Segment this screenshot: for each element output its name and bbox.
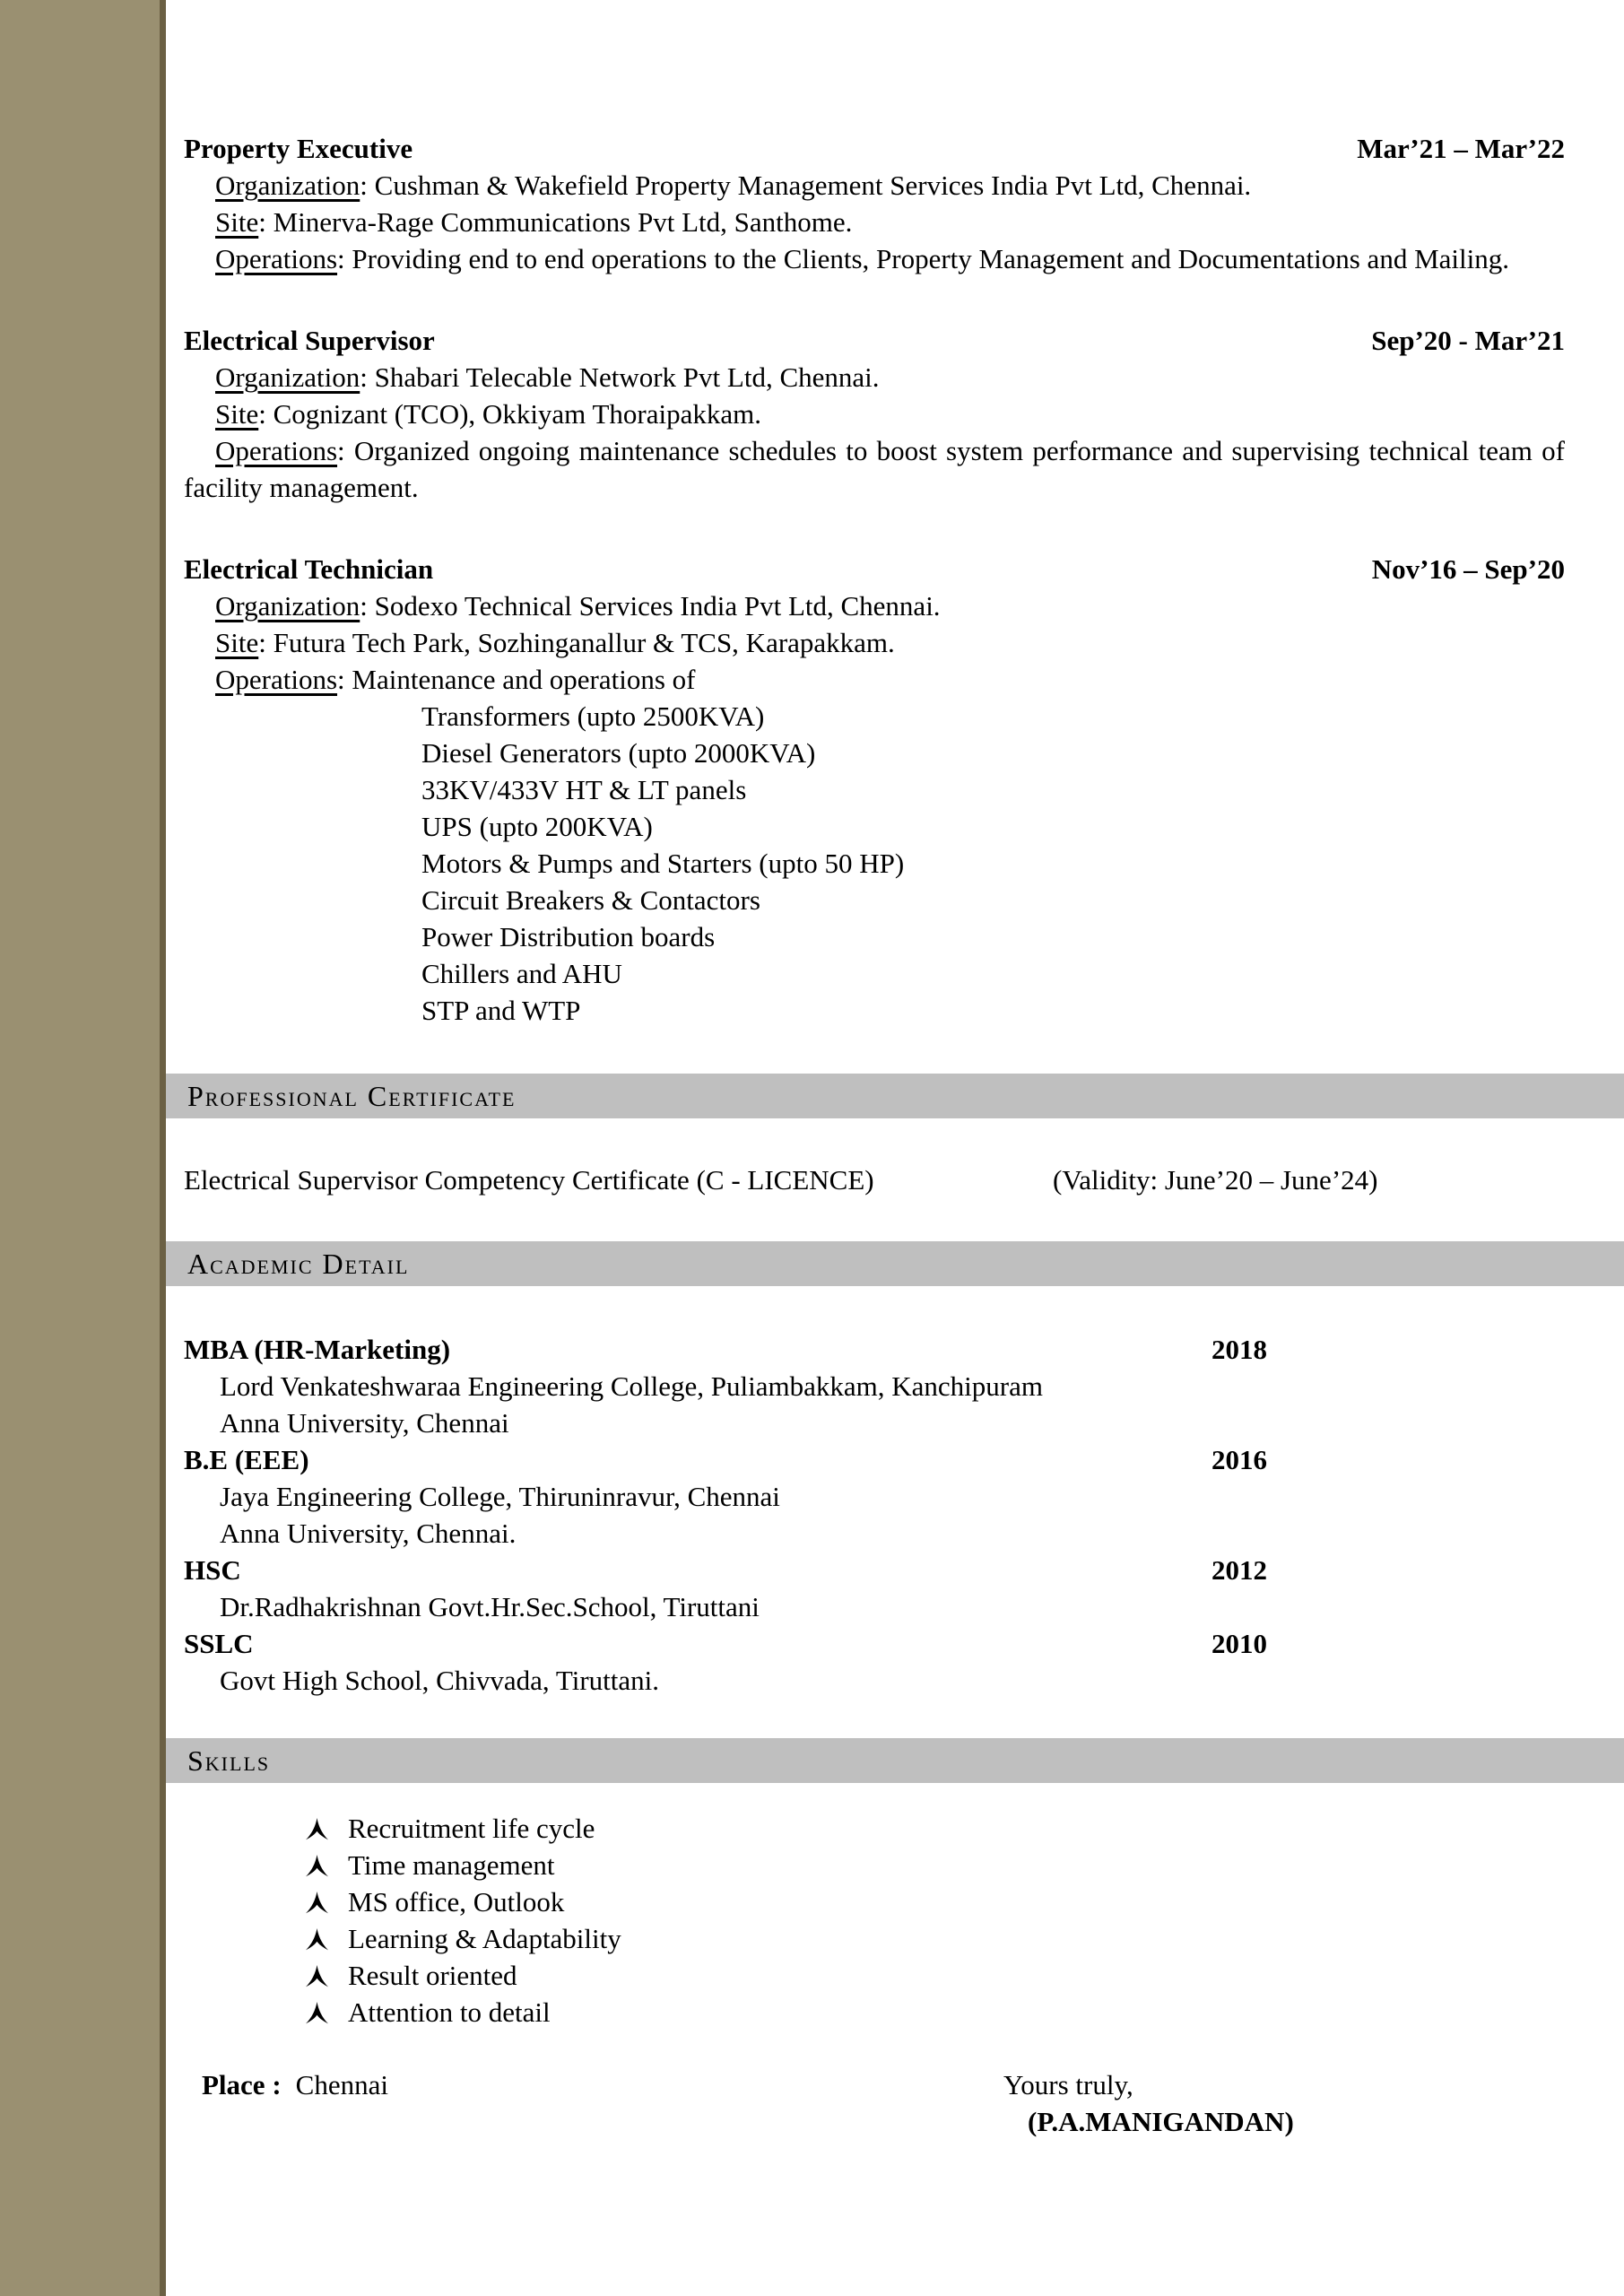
- skill-label: Learning & Adaptability: [348, 1923, 621, 1954]
- skill-item: [166, 1883, 1624, 1920]
- organization-line: [166, 587, 1624, 624]
- place-label: Place :: [202, 2069, 282, 2100]
- experience-entry: [166, 322, 1624, 506]
- institution-line: Anna University, Chennai.: [220, 1518, 517, 1549]
- job-title: Electrical Technician: [184, 553, 434, 585]
- organization-value: Shabari Telecable Network Pvt Ltd, Chennai.: [374, 361, 880, 393]
- organization-line: [166, 359, 1624, 396]
- operations-label: Operations: [215, 664, 338, 695]
- operations-value: Providing end to end operations to the Clients, Property Management and Documentations and Mailing.: [352, 243, 1509, 274]
- organization-label: Organization: [215, 170, 360, 201]
- institution-line: Govt High School, Chivvada, Tiruttani.: [220, 1665, 659, 1696]
- degree-row: [166, 1552, 1624, 1588]
- equipment-item: Motors & Pumps and Starters (upto 50 HP): [421, 848, 905, 879]
- dart-bullet-icon: [306, 1927, 328, 1952]
- institution-line: Jaya Engineering College, Thiruninravur, Chennai: [220, 1481, 780, 1512]
- equipment-item: Chillers and AHU: [421, 958, 622, 989]
- degree-row: [166, 1441, 1624, 1478]
- label-separator: :: [360, 590, 375, 622]
- academic-entries: [166, 1331, 1624, 1699]
- resume-content: [166, 0, 1624, 2140]
- operations-value: Maintenance and operations of: [352, 664, 696, 695]
- certificate-row: [166, 1161, 1624, 1198]
- skill-label: Time management: [348, 1849, 555, 1881]
- job-title: Property Executive: [184, 133, 413, 164]
- skill-item: [166, 1810, 1624, 1847]
- institution-line: Anna University, Chennai: [220, 1407, 509, 1439]
- organization-label: Organization: [215, 361, 360, 393]
- experience-header: [166, 551, 1624, 587]
- site-value: Futura Tech Park, Sozhinganallur & TCS, Karapakkam.: [273, 627, 895, 658]
- experience-entry: [166, 551, 1624, 1029]
- dart-bullet-icon: [306, 1817, 328, 1841]
- equipment-item: Power Distribution boards: [421, 921, 716, 952]
- label-separator: :: [360, 361, 375, 393]
- operations-label: Operations: [215, 243, 338, 274]
- equipment-item: Circuit Breakers & Contactors: [421, 884, 760, 916]
- degree-name: MBA (HR-Marketing): [184, 1334, 451, 1365]
- site-line: [166, 396, 1624, 432]
- skill-item: [166, 1957, 1624, 1994]
- dart-bullet-icon: [306, 1964, 328, 1988]
- degree-name: HSC: [184, 1554, 241, 1586]
- equipment-item: UPS (upto 200KVA): [421, 811, 653, 842]
- place-value: Chennai: [295, 2069, 388, 2100]
- skills-list: [166, 1810, 1624, 2031]
- degree-year: 2016: [1211, 1444, 1267, 1475]
- degree-row: [166, 1331, 1624, 1368]
- organization-line: [166, 167, 1624, 204]
- degree-row: [166, 1625, 1624, 1662]
- site-label: Site: [215, 206, 259, 238]
- closing-block: [1003, 2066, 1294, 2140]
- operations-line: [166, 240, 1624, 277]
- equipment-item: STP and WTP: [421, 995, 581, 1026]
- degree-year: 2010: [1211, 1628, 1267, 1659]
- experience-header: [166, 322, 1624, 359]
- site-label: Site: [215, 627, 259, 658]
- site-line: [166, 624, 1624, 661]
- label-separator: :: [337, 435, 354, 466]
- experience-entry: [166, 130, 1624, 277]
- section-header-professional-certificate: Professional Certificate: [166, 1074, 1624, 1118]
- operations-line: [166, 661, 1624, 698]
- skill-label: Result oriented: [348, 1960, 517, 1991]
- operations-line: [166, 432, 1624, 506]
- degree-year: 2012: [1211, 1554, 1267, 1586]
- label-separator: :: [258, 398, 274, 430]
- operations-value: Organized ongoing maintenance schedules to boost system performance and supervising technical team of facility management.: [184, 435, 1565, 503]
- label-separator: :: [258, 627, 274, 658]
- site-label: Site: [215, 398, 259, 430]
- skill-label: MS office, Outlook: [348, 1886, 565, 1918]
- label-separator: :: [258, 206, 274, 238]
- organization-value: Cushman & Wakefield Property Management Services India Pvt Ltd, Chennai.: [374, 170, 1252, 201]
- left-accent-sidebar: [0, 0, 166, 2296]
- institution-line: Dr.Radhakrishnan Govt.Hr.Sec.School, Tiruttani: [220, 1591, 760, 1622]
- site-value: Cognizant (TCO), Okkiyam Thoraipakkam.: [273, 398, 762, 430]
- dart-bullet-icon: [306, 1854, 328, 1878]
- closing-text: Yours truly,: [1003, 2069, 1133, 2100]
- dart-bullet-icon: [306, 1891, 328, 1915]
- operations-label: Operations: [215, 435, 338, 466]
- job-dates: Nov’16 – Sep’20: [1371, 553, 1565, 585]
- section-header-skills: Skills: [166, 1738, 1624, 1783]
- label-separator: :: [360, 170, 375, 201]
- experience-header: [166, 130, 1624, 167]
- degree-name: SSLC: [184, 1628, 254, 1659]
- skill-label: Recruitment life cycle: [348, 1813, 595, 1844]
- skill-label: Attention to detail: [348, 1996, 551, 2028]
- footer: [166, 2066, 1624, 2140]
- institution-line: Lord Venkateshwaraa Engineering College, Puliambakkam, Kanchipuram: [220, 1370, 1043, 1402]
- certificate-validity: (Validity: June’20 – June’24): [1053, 1164, 1378, 1196]
- skill-item: [166, 1994, 1624, 2031]
- organization-value: Sodexo Technical Services India Pvt Ltd, Chennai.: [374, 590, 941, 622]
- organization-label: Organization: [215, 590, 360, 622]
- signature-name: (P.A.MANIGANDAN): [1028, 2106, 1294, 2137]
- degree-name: B.E (EEE): [184, 1444, 309, 1475]
- certificate-name: Electrical Supervisor Competency Certificate (C - LICENCE): [184, 1164, 874, 1196]
- section-header-academic-detail: Academic Detail: [166, 1241, 1624, 1286]
- degree-year: 2018: [1211, 1334, 1267, 1365]
- equipment-item: Transformers (upto 2500KVA): [421, 700, 765, 732]
- dart-bullet-icon: [306, 2001, 328, 2025]
- site-value: Minerva-Rage Communications Pvt Ltd, Santhome.: [273, 206, 853, 238]
- site-line: [166, 204, 1624, 240]
- job-dates: Sep’20 - Mar’21: [1371, 325, 1565, 356]
- skill-item: [166, 1847, 1624, 1883]
- label-separator: :: [337, 664, 352, 695]
- label-separator: :: [337, 243, 352, 274]
- skill-item: [166, 1920, 1624, 1957]
- job-dates: Mar’21 – Mar’22: [1357, 133, 1565, 164]
- equipment-list: [166, 698, 1624, 1029]
- job-title: Electrical Supervisor: [184, 325, 435, 356]
- equipment-item: Diesel Generators (upto 2000KVA): [421, 737, 816, 769]
- equipment-item: 33KV/433V HT & LT panels: [421, 774, 747, 805]
